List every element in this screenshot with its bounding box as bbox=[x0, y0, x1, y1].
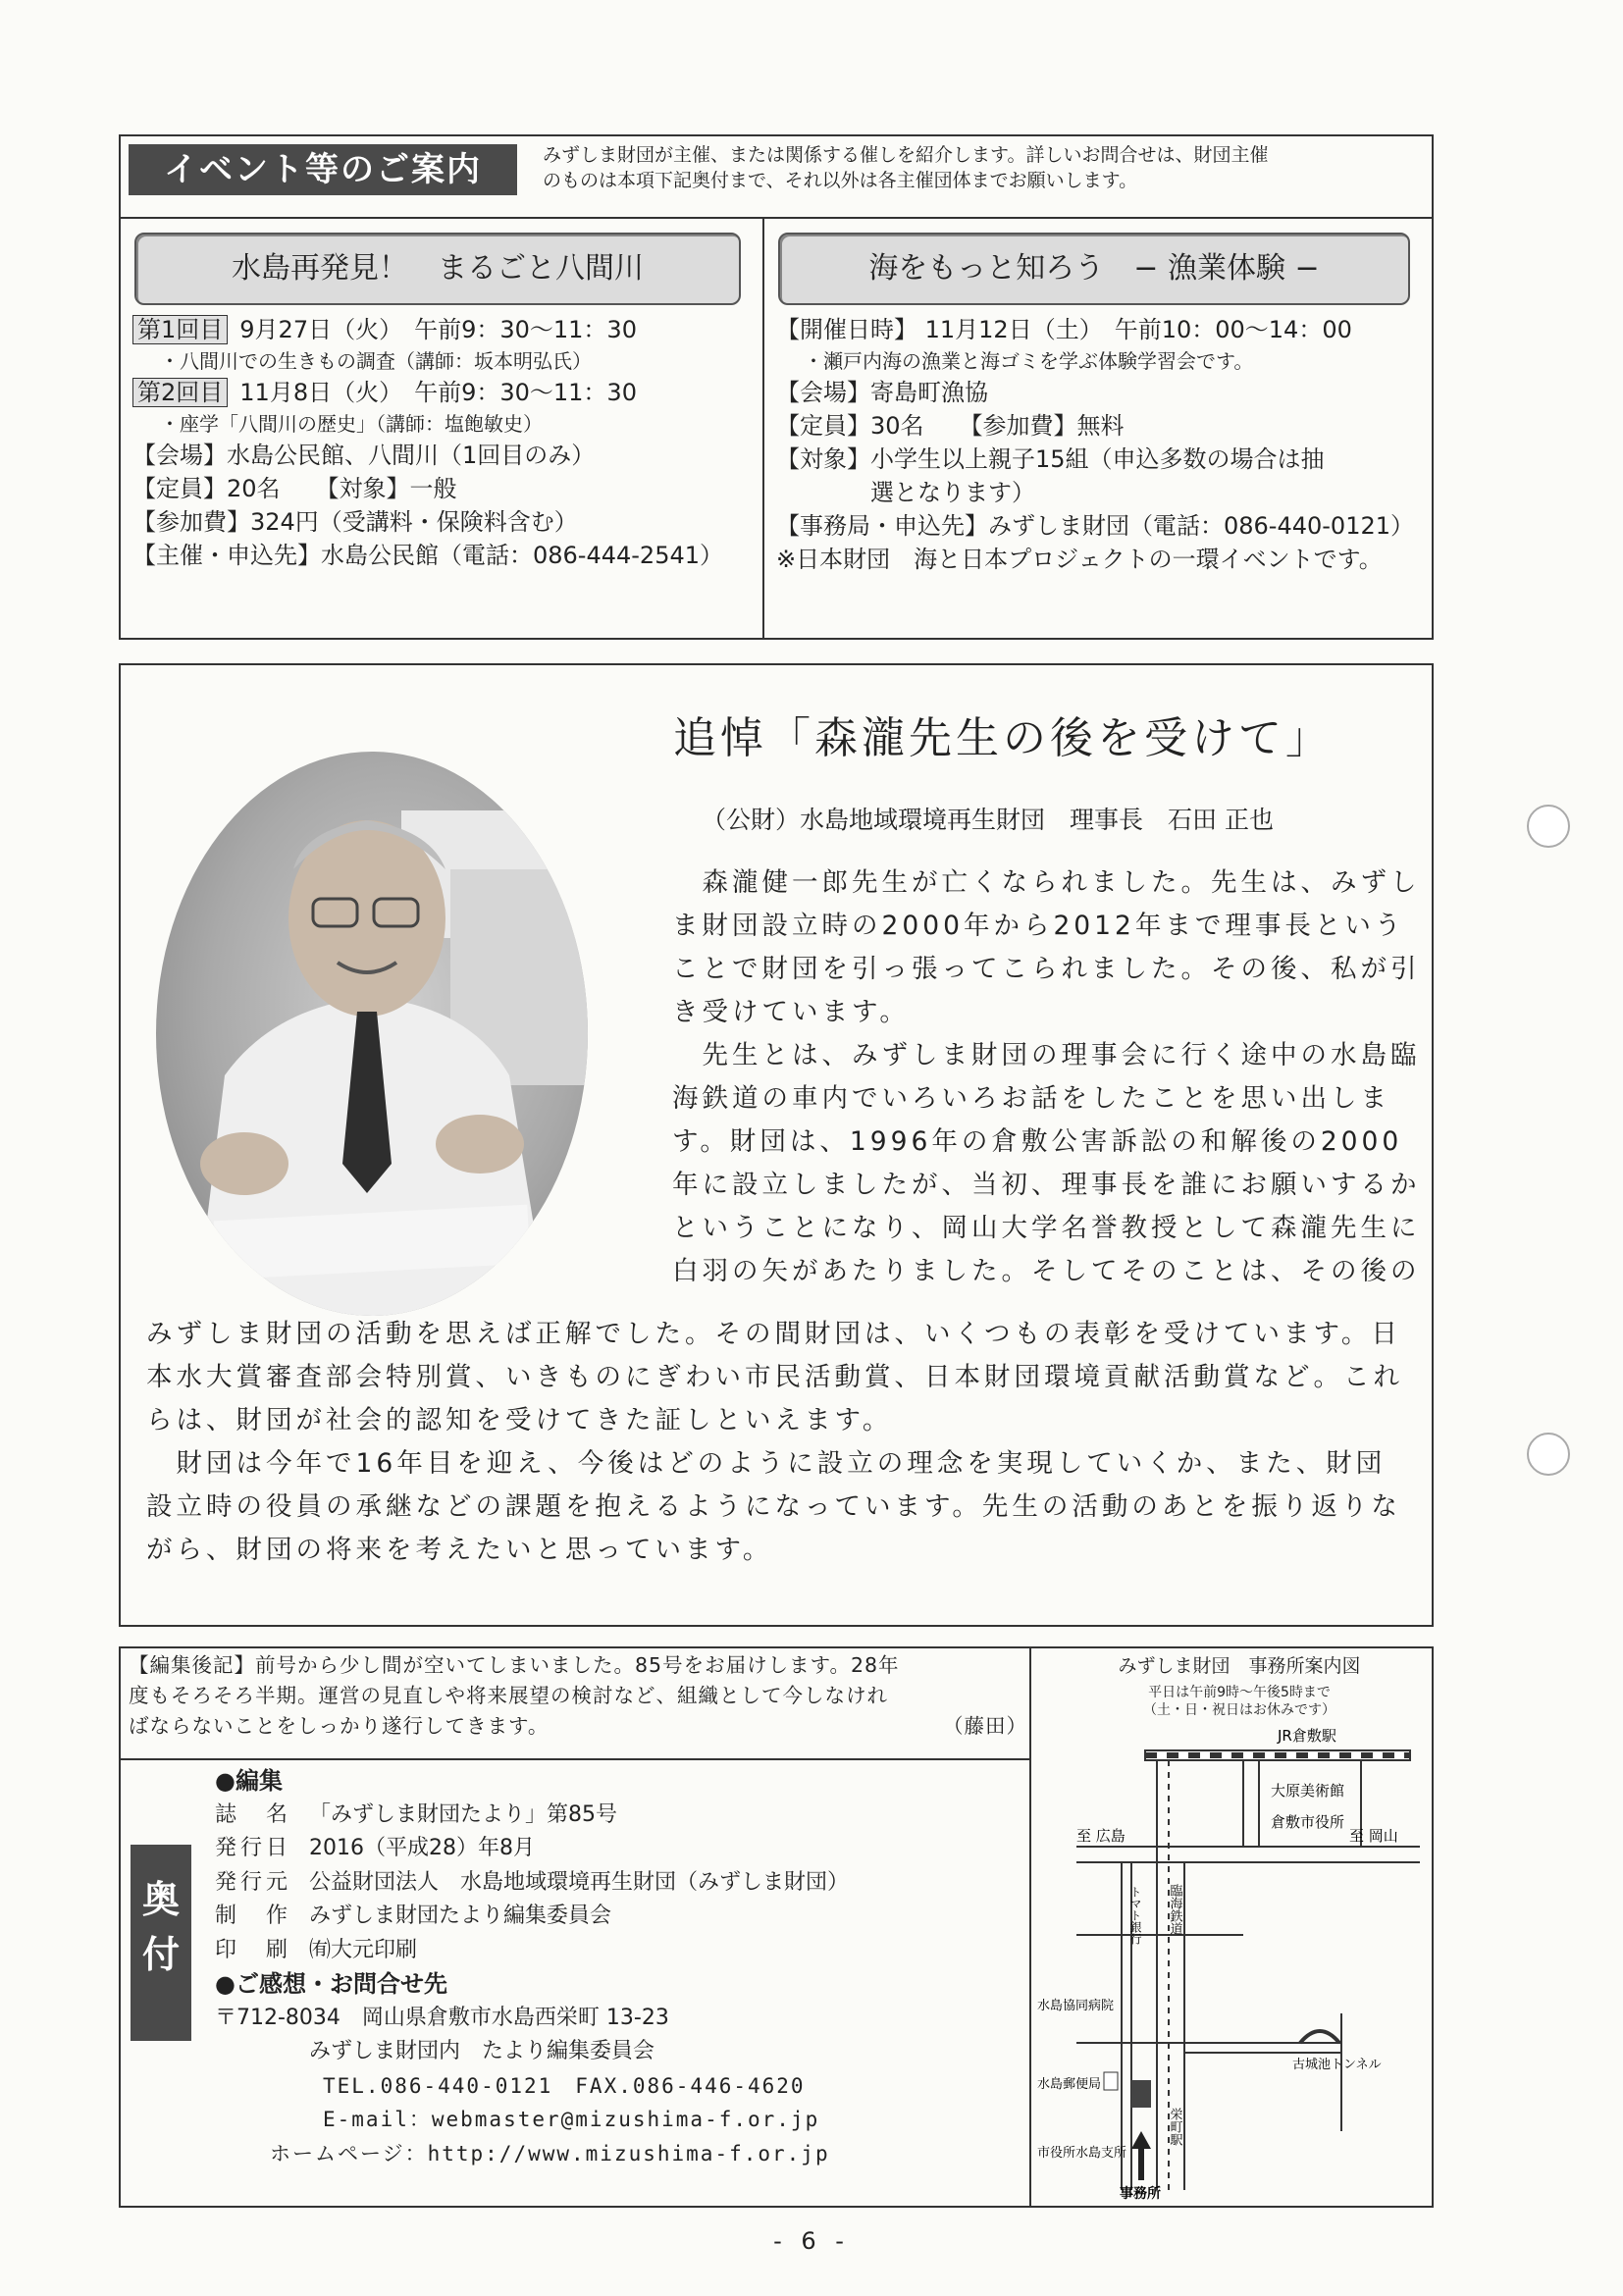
map-label-museum: 大原美術館 bbox=[1271, 1782, 1345, 1800]
postscript-line bbox=[129, 1711, 1027, 1742]
map-label-to-okayama: 至 岡山 bbox=[1349, 1827, 1398, 1845]
event-detail-line bbox=[776, 376, 1426, 409]
event-details bbox=[776, 313, 1426, 576]
postscript-line: 【編集後記】前号から少し間が空いてしまいました。85号をお届けします。28年 bbox=[129, 1653, 900, 1677]
event-detail-text: 【事務局・申込先】みずしま財団（電話：086-440-0121） bbox=[776, 512, 1415, 540]
colophon-section bbox=[119, 1646, 1434, 2208]
body-line: みずしま財団の活動を思えば正解でした。その間財団は、いくつもの表彰を受けています。日 bbox=[146, 1319, 1401, 1349]
body-line: がら、財団の将来を考えたいと思っています。 bbox=[146, 1535, 773, 1565]
colophon-row bbox=[215, 1866, 849, 1901]
colophon-key: 印 刷 bbox=[215, 1937, 292, 1962]
event-detail-line bbox=[132, 539, 757, 572]
body-line: 海鉄道の車内でいろいろお話をしたことを思い出しま bbox=[672, 1083, 1390, 1114]
body-line: ことで財団を引っ張ってこられました。その後、私が引 bbox=[672, 954, 1421, 984]
event-title-box: 海をもっと知ろう − 漁業体験 − bbox=[778, 233, 1410, 305]
colophon-value: 「みずしま財団たより」第85号 bbox=[309, 1801, 617, 1827]
body-line: 森瀧健一郎先生が亡くなられました。先生は、みずし bbox=[672, 867, 1421, 898]
event-detail-line bbox=[132, 439, 757, 472]
postal-address: 〒712-8034 岡山県倉敷市水島西栄町 13-23 bbox=[215, 2005, 669, 2030]
body-line: 本水大賞審査部会特別賞、いきものにぎわい市民活動賞、日本財団環境貢献活動賞など。これ bbox=[146, 1362, 1403, 1392]
portrait-illustration bbox=[156, 752, 588, 1316]
event-fishing bbox=[764, 217, 1432, 638]
body-line: す。財団は、1996年の倉敷公害訴訟の和解後の2000 bbox=[672, 1126, 1403, 1157]
okuzuke-char: 付 bbox=[141, 1933, 180, 1976]
map-hours-line: 平日は午前9時〜午後5時まで bbox=[1148, 1685, 1331, 1700]
map-label-cityhall: 倉敷市役所 bbox=[1271, 1813, 1345, 1831]
map-label-to-hiroshima: 至 広島 bbox=[1076, 1827, 1126, 1845]
map-label-tunnel: 古城池トンネル bbox=[1292, 2058, 1382, 2072]
body-line: ま財団設立時の2000年から2012年まで理事長という bbox=[672, 911, 1405, 941]
body-line: ということになり、岡山大学名誉教授として森瀧先生に bbox=[672, 1213, 1421, 1243]
body-line: き受けています。 bbox=[672, 997, 910, 1027]
colophon-row bbox=[215, 1934, 849, 1968]
event-detail-text: 【定員】30名 【参加費】無料 bbox=[776, 412, 1125, 440]
okuzuke-char: 奥 bbox=[141, 1878, 180, 1921]
colophon-value: ㈲大元印刷 bbox=[309, 1937, 418, 1962]
body-line: らは、財団が社会的認知を受けてきた証しといえます。 bbox=[146, 1405, 893, 1435]
tel-fax: TEL.086-440-0121 FAX.086-446-4620 bbox=[323, 2073, 806, 2098]
punch-hole bbox=[1527, 1433, 1570, 1476]
map-svg bbox=[1037, 1719, 1430, 2202]
body-line: 設立時の役員の承継などの課題を抱えるようになっています。先生の活動のあとを振り返りな bbox=[146, 1491, 1401, 1522]
event-detail-line bbox=[776, 543, 1426, 576]
map-title: みずしま財団 事務所案内図 bbox=[1118, 1655, 1361, 1677]
map-label-station: 栄町駅 bbox=[1167, 2108, 1182, 2146]
event-detail-text: ※日本財団 海と日本プロジェクトの一環イベントです。 bbox=[776, 546, 1383, 573]
colophon bbox=[215, 1764, 849, 2170]
event-detail-line bbox=[132, 505, 757, 539]
editors-postscript bbox=[129, 1650, 1027, 1742]
map-holidays-line: （土・日・祝日はお休みです） bbox=[1143, 1702, 1335, 1718]
map-label-branch: 市役所水島支所 bbox=[1037, 2146, 1127, 2161]
office-name: みずしま財団内 たより編集委員会 bbox=[309, 2039, 655, 2063]
event-detail-text: 【参加費】324円（受講料・保険料含む） bbox=[132, 508, 578, 536]
events-header bbox=[121, 136, 1432, 219]
divider bbox=[1029, 1648, 1031, 2206]
punch-hole bbox=[1527, 805, 1570, 848]
event-detail-line bbox=[776, 409, 1426, 443]
colophon-row bbox=[215, 1799, 849, 1833]
event-detail-line bbox=[132, 472, 757, 505]
event-detail-line bbox=[776, 509, 1426, 543]
event-note: ・八間川での生きもの調査（講師：坂本明弘氏） bbox=[160, 349, 592, 373]
body-line: 年に設立しましたが、当初、理事長を誰にお願いするか bbox=[672, 1170, 1421, 1200]
event-detail-text: 【主催・申込先】水島公民館（電話：086-444-2541） bbox=[132, 542, 724, 569]
event-detail-text: 【会場】寄島町漁協 bbox=[776, 379, 988, 406]
article-byline: （公財）水島地域環境再生財団 理事長 石田 正也 bbox=[702, 806, 1274, 834]
divider bbox=[121, 1758, 1029, 1760]
event-detail-line bbox=[776, 443, 1426, 476]
colophon-key: 発行元 bbox=[215, 1869, 292, 1895]
event-detail-text: 【定員】20名 【対象】一般 bbox=[132, 475, 457, 502]
body-line: 先生とは、みずしま財団の理事会に行く途中の水島臨 bbox=[672, 1040, 1421, 1070]
events-title: イベント等のご案内 bbox=[129, 144, 517, 195]
map-label-hospital: 水島協同病院 bbox=[1037, 1999, 1115, 2013]
map-label-post: 水島郵便局 bbox=[1037, 2077, 1102, 2092]
map-label-bank: トマト銀行 bbox=[1128, 1886, 1142, 1945]
map-label-office: 事務所 bbox=[1120, 2186, 1161, 2202]
colophon-key: 発行日 bbox=[215, 1836, 292, 1860]
events-intro-line: みずしま財団が主催、または関係する催しを紹介します。詳しいお問合せは、財団主催 bbox=[543, 144, 1269, 166]
event-detail-text: 9月27日（火） 午前9：30〜11：30 bbox=[239, 316, 637, 343]
postscript-text: ばならないことをしっかり遂行してきます。 bbox=[129, 1714, 550, 1738]
event-detail-text: 【対象】小学生以上親子15組（申込多数の場合は抽 bbox=[776, 445, 1325, 473]
event-details bbox=[132, 313, 757, 572]
event-detail-text: 【開催日時】 11月12日（土） 午前10：00〜14：00 bbox=[776, 316, 1352, 343]
edit-heading: ●編集 bbox=[215, 1767, 283, 1795]
okuzuke-label bbox=[131, 1845, 191, 2041]
map-label-jr: JR倉敷駅 bbox=[1278, 1727, 1336, 1745]
colophon-row bbox=[215, 1900, 849, 1934]
event-note: ・瀬戸内海の漁業と海ゴミを学ぶ体験学習会です。 bbox=[804, 349, 1254, 373]
colophon-key: 制 作 bbox=[215, 1904, 292, 1928]
contact-heading: ●ご感想・お問合せ先 bbox=[215, 1970, 447, 1998]
homepage-link[interactable]: ホームページ：http://www.mizushima-f.or.jp bbox=[270, 2141, 830, 2166]
session-label: 第2回目 bbox=[132, 378, 228, 407]
colophon-value: 2016（平成28）年8月 bbox=[309, 1836, 535, 1860]
events-section bbox=[119, 134, 1434, 640]
article-title: 追悼「森瀧先生の後を受けて」 bbox=[673, 713, 1333, 763]
events-intro bbox=[543, 142, 1426, 193]
session-label: 第1回目 bbox=[132, 315, 228, 344]
body-line: 白羽の矢があたりました。そしてそのことは、その後の bbox=[672, 1256, 1421, 1286]
event-detail-text: 選となります） bbox=[776, 479, 1035, 506]
map-hours bbox=[1063, 1684, 1416, 1719]
portrait-photo bbox=[156, 752, 588, 1316]
event-detail-text: 【会場】水島公民館、八間川（1回目のみ） bbox=[132, 442, 596, 469]
event-detail-text: 11月8日（火） 午前9：30〜11：30 bbox=[239, 379, 637, 406]
office-map bbox=[1037, 1719, 1430, 2202]
article-body-full bbox=[146, 1313, 1422, 1572]
event-detail-line bbox=[776, 313, 1426, 346]
event-detail-line bbox=[132, 376, 757, 409]
colophon-value: みずしま財団たより編集委員会 bbox=[309, 1904, 612, 1928]
map-label-railway: 臨海鉄道 bbox=[1167, 1884, 1182, 1935]
event-detail-line bbox=[776, 476, 1426, 509]
event-detail-line bbox=[132, 313, 757, 346]
event-note: ・座学「八間川の歴史」（講師：塩飽敏史） bbox=[160, 412, 543, 436]
colophon-key: 誌 名 bbox=[215, 1801, 292, 1827]
colophon-value: 公益財団法人 水島地域環境再生財団（みずしま財団） bbox=[309, 1869, 850, 1895]
email-link[interactable]: E-mail：webmaster@mizushima-f.or.jp bbox=[323, 2108, 820, 2131]
colophon-row bbox=[215, 1832, 849, 1866]
article-body-column bbox=[672, 861, 1421, 1293]
page-number: - 6 - bbox=[773, 2227, 850, 2255]
event-title-box: 水島再発見！ まるごと八間川 bbox=[134, 233, 741, 305]
event-hachikengawa bbox=[121, 217, 762, 638]
memorial-article bbox=[119, 663, 1434, 1627]
postscript-line: 度もそろそろ半期。運営の見直しや将来展望の検討など、組織として今しなけれ bbox=[129, 1684, 888, 1707]
colophon-rows bbox=[215, 1799, 849, 1968]
body-line: 財団は今年で16年目を迎え、今後はどのように設立の理念を実現していくか、また、財団 bbox=[146, 1448, 1387, 1479]
events-intro-line: のものは本項下記奥付まで、それ以外は各主催団体までお願いします。 bbox=[543, 170, 1138, 191]
postscript-author: （藤田） bbox=[943, 1714, 1027, 1738]
